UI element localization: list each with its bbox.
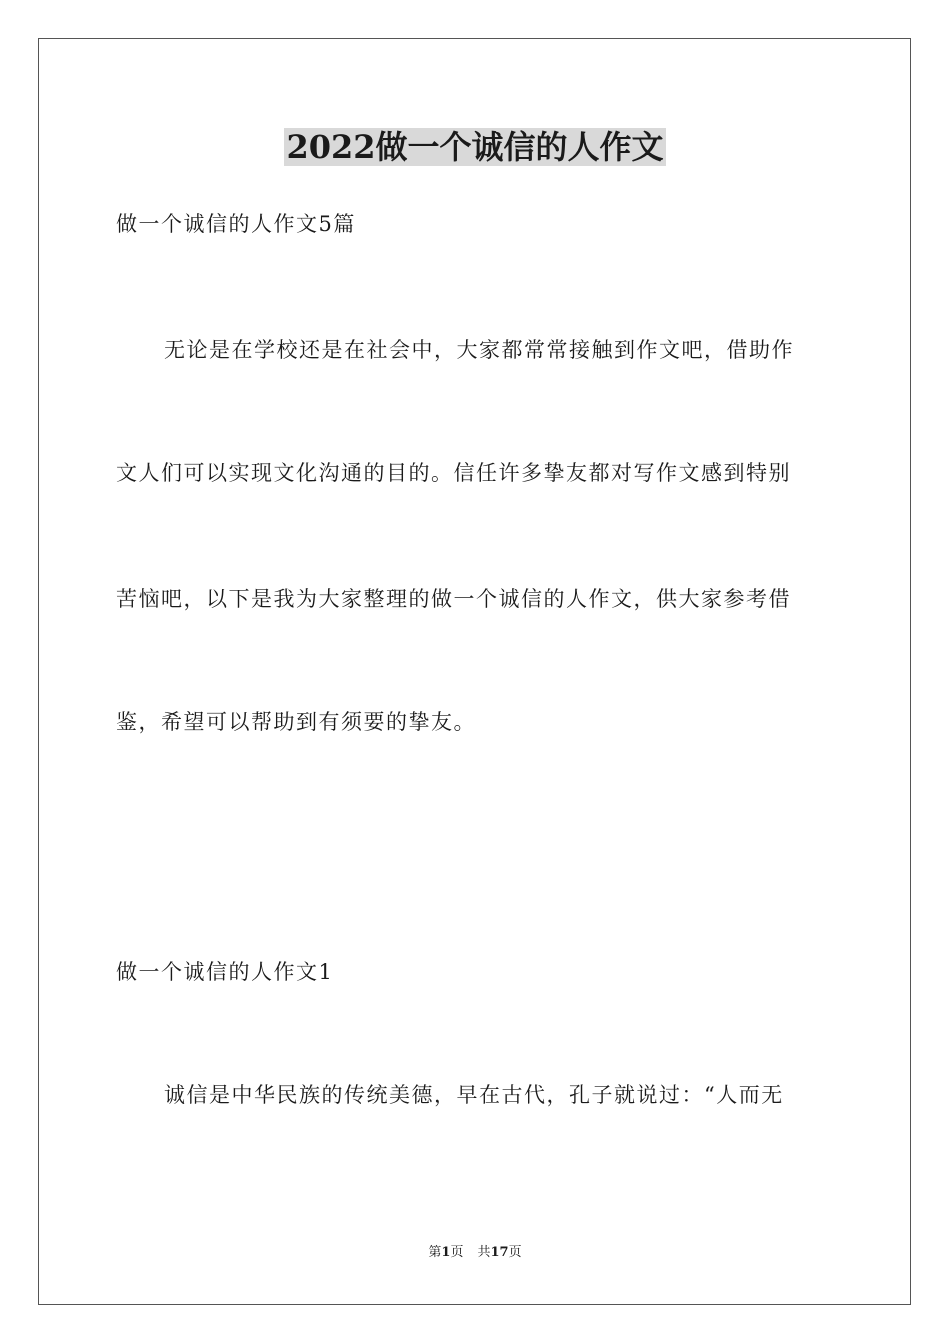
subtitle: 做一个诚信的人作文5篇 <box>116 212 356 236</box>
footer-page-number: 1 <box>441 1245 451 1260</box>
footer-total-number: 17 <box>490 1245 509 1260</box>
intro-line-4: 鉴，希望可以帮助到有须要的挚友。 <box>116 710 476 734</box>
intro-line-2: 文人们可以实现文化沟通的目的。信任许多挚友都对写作文感到特别 <box>116 461 791 485</box>
intro-line-1: 无论是在学校还是在社会中，大家都常常接触到作文吧，借助作 <box>164 338 794 362</box>
document-title-text: 2022做一个诚信的人作文 <box>286 128 664 166</box>
footer-page-prefix: 第 <box>428 1245 442 1260</box>
footer-total-suffix: 页 <box>508 1245 522 1260</box>
footer-total-prefix: 共 <box>477 1245 491 1260</box>
footer-page-suffix: 页 <box>450 1245 464 1260</box>
document-title <box>0 126 950 168</box>
section-line-1: 诚信是中华民族的传统美德，早在古代，孔子就说过：“人而无 <box>164 1083 784 1107</box>
section-heading: 做一个诚信的人作文1 <box>116 960 334 984</box>
intro-line-3: 苦恼吧，以下是我为大家整理的做一个诚信的人作文，供大家参考借 <box>116 587 791 611</box>
page-footer <box>0 1244 950 1262</box>
